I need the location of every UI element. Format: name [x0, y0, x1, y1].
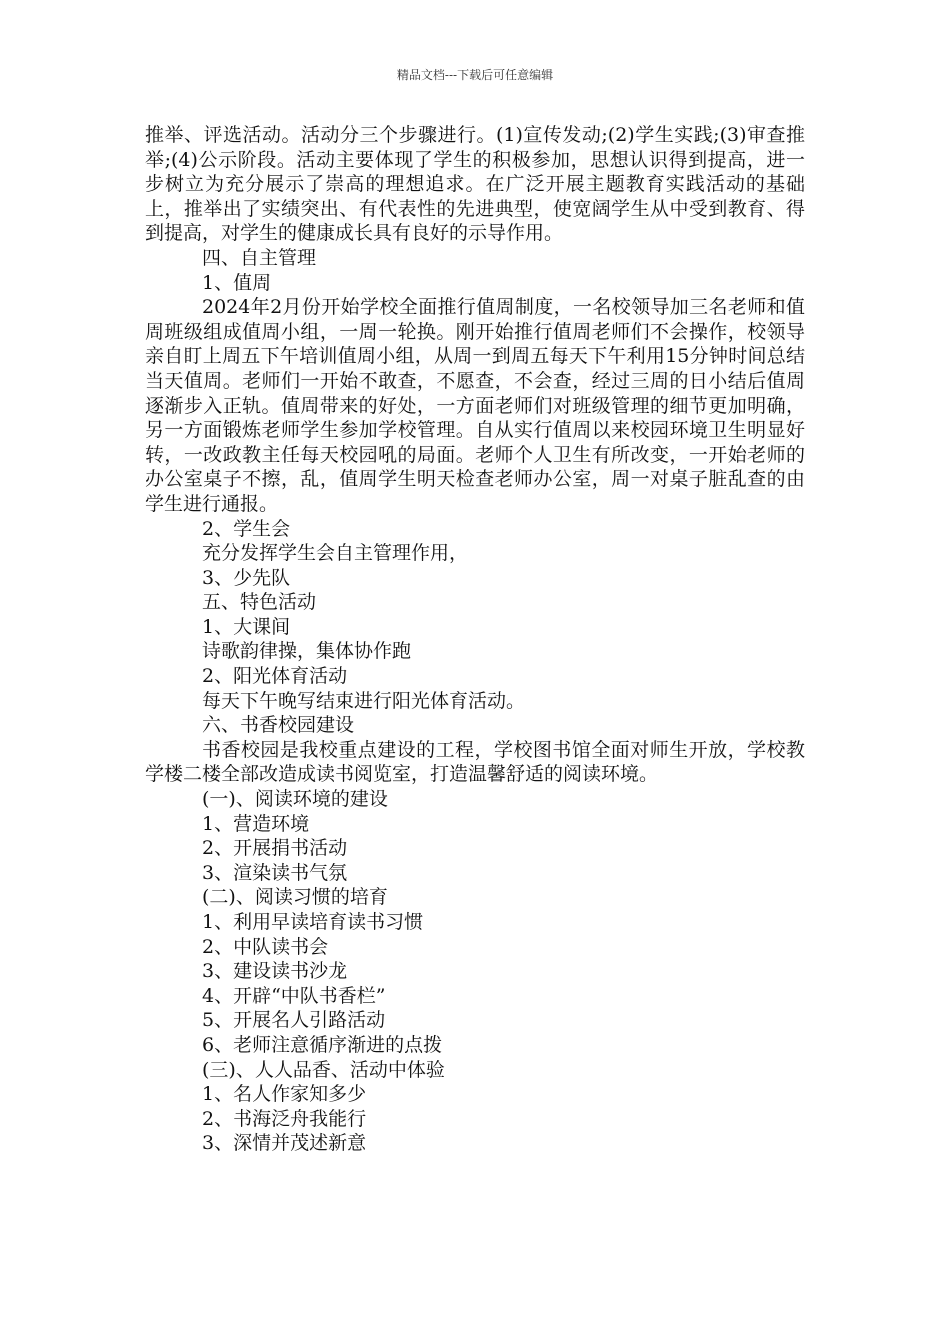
list-item: 3、渲染读书气氛	[202, 861, 348, 884]
section-4-1-heading: 1、值周	[202, 271, 272, 294]
student-union-paragraph: 充分发挥学生会自主管理作用，	[202, 542, 469, 565]
section-4-3-heading: 3、少先队	[202, 566, 291, 589]
list-item: 2、中队读书会	[202, 935, 329, 958]
sunshine-sports-paragraph: 每天下午晚写结束进行阳光体育活动。	[202, 689, 526, 712]
subsection-3-title: (三)、人人品香、活动中体验	[202, 1058, 445, 1081]
list-item: 1、利用早读培育读书习惯	[202, 911, 424, 933]
page-header: 精品文档---下载后可任意编辑	[396, 68, 554, 82]
subsection-1-title: (一)、阅读环境的建设	[202, 788, 388, 811]
document-body	[145, 123, 805, 1156]
reading-campus-paragraph: 书香校园是我校重点建设的工程，学校图书馆全面对师生开放，学校教学楼二楼全部改造成读书阅览室，打造温馨舒适的阅读环境。	[145, 738, 805, 786]
list-item: 1、名人作家知多少	[202, 1083, 367, 1106]
list-item: 3、建设读书沙龙	[202, 960, 348, 983]
duty-week-paragraph: 2024年2月份开始学校全面推行值周制度，一名校领导加三名老师和值周班级组成值周小组，一周一轮换。刚开始推行值周老师们不会操作，校领导亲自盯上周五下午培训值周小组，从周一到周五每天下午利用15分钟时间总结当天值周。老师们一开始不敢查，不愿查，不会查，经过三周的日小结后值周逐渐步入正轨。值周带来的好处，一方面老师们对班级管理的细节更加明确，另一方面锻炼老师学生参加学校管理。自从实行值周以来校园环境卫生明显好转，一改政教主任每天校园吼的局面。老师个人卫生有所改变，一开始老师的办公室桌子不擦，乱，值周学生明天检查老师办公室，周一对桌子脏乱查的由学生进行通报。	[145, 296, 805, 515]
section-4-title: 四、自主管理	[202, 246, 317, 269]
section-5-1-heading: 1、大课间	[202, 615, 291, 638]
section-4-2-heading: 2、学生会	[202, 517, 291, 540]
list-item: 4、开辟“中队书香栏”	[202, 984, 386, 1007]
section-6-title: 六、书香校园建设	[202, 714, 355, 737]
big-break-paragraph: 诗歌韵律操，集体协作跑	[202, 640, 412, 663]
list-item: 5、开展名人引路活动	[202, 1009, 386, 1032]
list-item: 6、老师注意循序渐进的点拨	[202, 1033, 443, 1056]
subsection-2-title: (二)、阅读习惯的培育	[202, 886, 388, 909]
section-5-title: 五、特色活动	[202, 591, 317, 614]
list-item: 3、深情并茂述新意	[202, 1132, 367, 1155]
list-item: 1、营造环境	[202, 812, 310, 835]
list-item: 2、开展捐书活动	[202, 837, 348, 860]
list-item: 2、书海泛舟我能行	[202, 1107, 367, 1130]
intro-paragraph: 推举、评选活动。活动分三个步骤进行。(1)宣传发动;(2)学生实践;(3)审查推举;(4)公示阶段。活动主要体现了学生的积极参加，思想认识得到提高，进一步树立为充分展示了崇高的理想追求。在广泛开展主题教育实践活动的基础上，推举出了实绩突出、有代表性的先进典型，使宽阔学生从中受到教育、得到提高，对学生的健康成长具有良好的示导作用。	[145, 124, 805, 245]
section-5-2-heading: 2、阳光体育活动	[202, 665, 348, 688]
